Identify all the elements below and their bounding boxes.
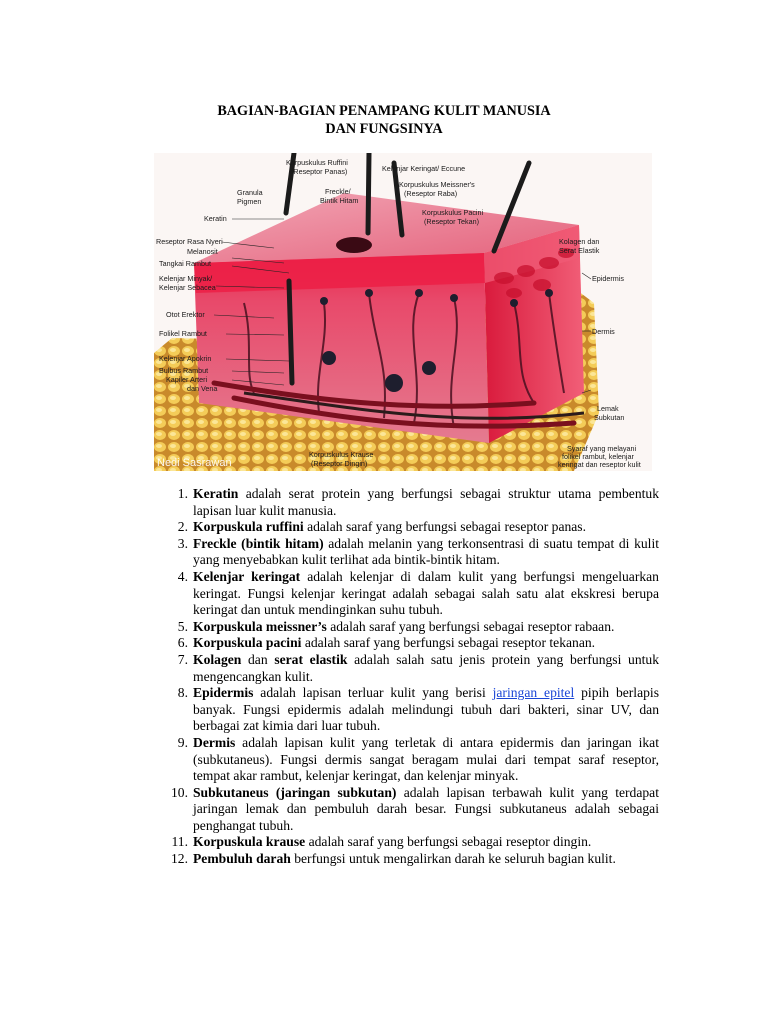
label-syaraf-2: folikel rambut, kelenjar (562, 452, 634, 461)
list-item: 5. Korpuskula meissner’s adalah saraf yang berfungsi sebagai reseptor rabaan. (177, 618, 615, 634)
skin-cross-section-figure (154, 153, 652, 471)
list-item: 2. Korpuskula ruffini adalah saraf yang berfungsi sebagai reseptor panas. (177, 519, 587, 535)
label-kolagen: Kolagen dan (559, 237, 600, 246)
label-granula: Granula (237, 188, 263, 197)
term: Kelenjar keringat (193, 568, 301, 584)
label-otot: Otot Erektor (166, 310, 205, 319)
label-nyeri: Reseptor Rasa Nyeri (156, 237, 223, 246)
label-pacini-sub: (Reseptor Tekan) (424, 217, 479, 226)
term: Korpuskula meissner’s (193, 618, 327, 634)
page-subtitle: DAN FUNGSINYA (325, 121, 443, 137)
label-keringat: Kelenjar Keringat/ Eccune (382, 164, 466, 173)
label-epidermis: Epidermis (592, 274, 624, 283)
label-lemak: Lemak (597, 404, 619, 413)
list-item: 11. Korpuskula krause adalah saraf yang berfungsi sebagai reseptor dingin. (171, 834, 592, 850)
list-item: 12. Pembuluh darah berfungsi untuk mengalirkan darah ke seluruh bagian kulit. (171, 851, 616, 867)
label-vena: dan Vena (187, 384, 218, 393)
term: Epidermis (193, 685, 254, 701)
skin-diagram (154, 153, 652, 471)
term: Keratin (193, 486, 239, 501)
list-item: 10. Subkutaneus (jaringan subkutan) adalah lapisan terbawah kulit yang terdapat jaringan lemak dan pembuluh darah besar. Fungsi subkutaneus adalah sebagai penghangat tubuh. (171, 784, 659, 833)
list-item: 3. Freckle (bintik hitam) adalah melanin yang terkonsentrasi di suatu tempat di kulit yang menyebabkan kulit terlihat ada bintik-bintik hitam. (177, 535, 660, 568)
label-bulbus: Bulbus Rambut (159, 366, 209, 375)
label-meissner: Korpuskulus Meissner's (399, 180, 475, 189)
label-ruffini-sub: (Reseptor Panas) (291, 167, 348, 176)
label-krause: Korpuskulus Krause (309, 450, 374, 459)
page-title: BAGIAN-BAGIAN PENAMPANG KULIT MANUSIA (217, 103, 551, 119)
label-sebacea: Kelenjar Sebacea (159, 283, 216, 292)
term: Freckle (bintik hitam) (193, 535, 324, 551)
label-syaraf: Syaraf yang melayani (567, 444, 637, 453)
label-meissner-sub: (Reseptor Raba) (404, 189, 458, 198)
label-pacini: Korpuskulus Pacini (422, 208, 484, 217)
label-melanosit: Melanosit (187, 247, 218, 256)
term: Subkutaneus (jaringan subkutan) (193, 784, 397, 800)
term: Korpuskula ruffini (193, 519, 304, 535)
label-subkutan: Subkutan (594, 413, 625, 422)
term: Dermis (193, 734, 236, 750)
label-minyak: Kelenjar Minyak/ (159, 274, 213, 283)
list-item: 8. Epidermis adalah lapisan terluar kulit yang berisi jaringan epitel pipih berlapis banyak. Fungsi epidermis adalah melindungi tubuh dari bakteri, sinar UV, dan berbagai zat kimia dari luar tubuh. (177, 685, 659, 734)
label-bintik: Bintik Hitam (320, 196, 359, 205)
label-ruffini: Korpuskulus Ruffini (286, 158, 348, 167)
term: Pembuluh darah (193, 851, 291, 867)
list-item: 6. Korpuskula pacini adalah saraf yang berfungsi sebagai reseptor tekanan. (177, 635, 596, 651)
term: Korpuskula krause (193, 834, 306, 850)
label-keratin: Keratin (204, 214, 227, 223)
label-pigmen: Pigmen (237, 197, 262, 206)
label-serat-elastik: Serat Elastik (559, 246, 600, 255)
label-freckle: Freckle/ (325, 187, 351, 196)
label-kapiler: Kapiler Arteri (166, 375, 208, 384)
label-krause-sub: (Reseptor Dingin) (311, 459, 368, 468)
label-syaraf-3: keringat dan reseptor kulit (558, 460, 641, 469)
jaringan-epitel-link[interactable]: jaringan epitel (492, 685, 575, 701)
list-item: 4. Kelenjar keringat adalah kelenjar di dalam kulit yang berfungsi mengeluarkan keringat. Fungsi kelenjar keringat adalah sebagai salah satu alat ekskresi berupa keringat dan untuk mendinginkan suhu tubuh. (177, 568, 659, 618)
term: Korpuskula pacini (193, 635, 302, 651)
list-item: 9. Dermis adalah lapisan kulit yang terletak di antara epidermis dan jaringan ikat (subkutaneus). Fungsi dermis sangat beragam mulai dari tempat saraf reseptor, tempat akar rambut, kelenjar keringat, dan kelenjar minyak. (177, 734, 659, 784)
label-tangkai: Tangkai Rambut (159, 259, 211, 268)
term: serat elastik (274, 651, 348, 667)
label-dermis: Dermis (592, 327, 615, 336)
list-item: 1. Keratin adalah serat protein yang berfungsi sebagai struktur utama pembentuk lapisan luar kulit manusia. (177, 486, 659, 518)
watermark: Nedi Sasrawan (157, 457, 232, 469)
label-apokrin: Kelenjar Apokrin (159, 354, 212, 363)
function-list (0, 486, 768, 868)
term: Kolagen (193, 651, 242, 667)
label-folikel: Folikel Rambut (159, 329, 207, 338)
list-item: 7. Kolagen dan serat elastik adalah salah satu jenis protein yang berfungsi untuk mengencangkan kulit. (177, 651, 659, 684)
